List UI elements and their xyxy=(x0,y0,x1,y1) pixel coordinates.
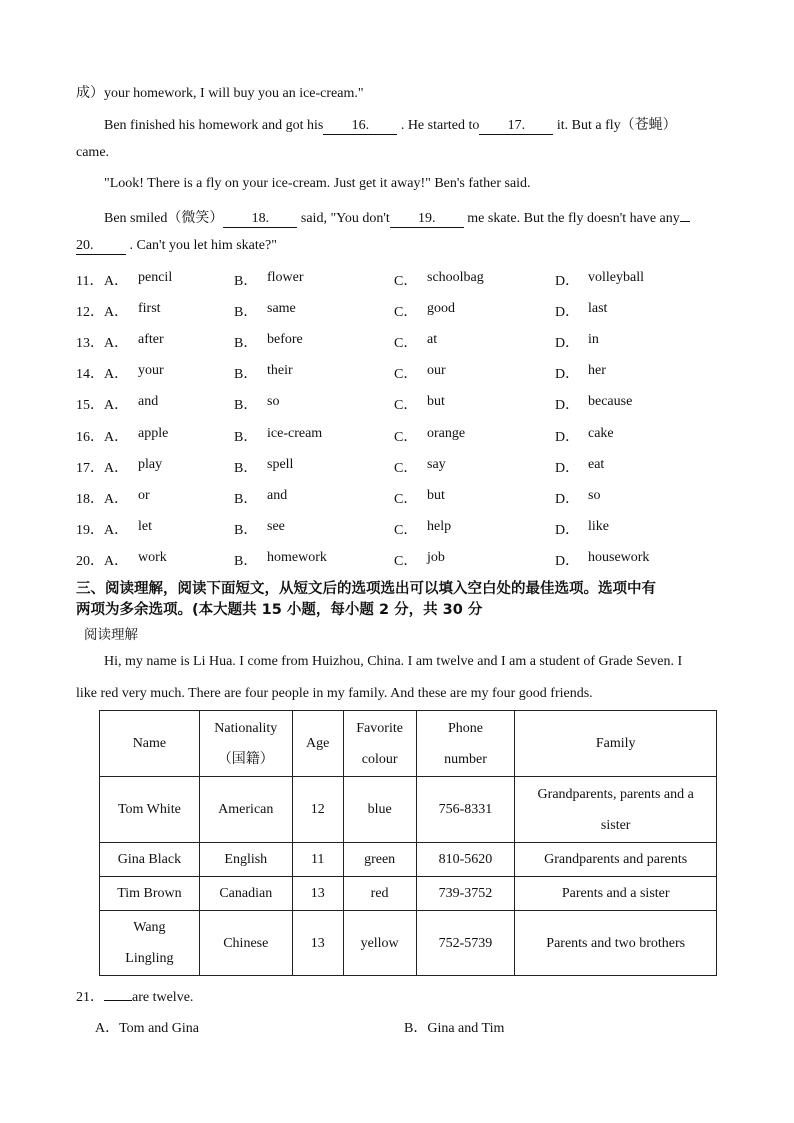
answer-blank xyxy=(104,1000,132,1001)
passage-text: said, "You don't xyxy=(300,211,390,226)
cell-family: Parents and a sister xyxy=(515,877,717,911)
option-text[interactable]: our xyxy=(427,363,446,378)
header-colour: Favorite colour xyxy=(343,711,416,777)
passage-line-2 xyxy=(104,114,677,135)
option-letter[interactable]: D． xyxy=(555,367,580,382)
passage-line-5 xyxy=(104,207,690,228)
option-text[interactable]: before xyxy=(267,332,303,347)
cell-nationality: American xyxy=(199,777,292,843)
cell-nationality: Chinese xyxy=(199,911,292,976)
question-number: 21． xyxy=(76,990,104,1005)
question-number: 18． xyxy=(76,492,104,507)
cell-name: Wang Lingling xyxy=(100,911,200,976)
option-text[interactable]: cake xyxy=(588,426,614,441)
cell-name: Gina Black xyxy=(100,843,200,877)
option-letter[interactable]: D． xyxy=(555,430,580,445)
passage-text: Ben smiled（微笑） xyxy=(104,211,224,226)
option-text[interactable]: after xyxy=(138,332,164,347)
option-letter[interactable]: B． xyxy=(234,367,258,382)
option-letter[interactable]: D． xyxy=(555,305,580,320)
intro-line-2: like red very much. There are four people in my family. And these are my four good friends. xyxy=(76,686,593,701)
option-letter[interactable]: B． xyxy=(234,523,258,538)
passage-text: Ben finished his homework and got his xyxy=(104,118,324,133)
option-text[interactable]: her xyxy=(588,363,606,378)
option-letter[interactable]: A． xyxy=(104,430,129,445)
option-text[interactable]: housework xyxy=(588,550,650,565)
option-letter[interactable]: A． xyxy=(104,461,129,476)
option-letter[interactable]: C． xyxy=(394,492,418,507)
option-a[interactable]: A．Tom and Gina xyxy=(95,1021,200,1036)
passage-line-3: came. xyxy=(76,145,110,160)
option-text[interactable]: because xyxy=(588,394,633,409)
option-text[interactable]: let xyxy=(138,519,152,534)
section-subtitle: 阅读理解 xyxy=(84,627,138,643)
option-text[interactable]: homework xyxy=(267,550,327,565)
option-text[interactable]: good xyxy=(427,301,455,316)
option-text[interactable]: and xyxy=(138,394,159,409)
question-number: 19． xyxy=(76,523,104,538)
option-b[interactable]: B．Gina and Tim xyxy=(404,1021,505,1036)
option-letter[interactable]: C． xyxy=(394,274,418,289)
option-text[interactable]: orange xyxy=(427,426,466,441)
option-letter[interactable]: B． xyxy=(234,554,258,569)
option-letter[interactable]: C． xyxy=(394,398,418,413)
table-row xyxy=(100,877,717,911)
cell-family: Grandparents and parents xyxy=(515,843,717,877)
option-letter[interactable]: C． xyxy=(394,523,418,538)
cell-age: 13 xyxy=(292,877,343,911)
option-text[interactable]: job xyxy=(427,550,445,565)
option-text[interactable]: their xyxy=(267,363,293,378)
option-letter[interactable]: D． xyxy=(555,461,580,476)
option-text[interactable]: like xyxy=(588,519,609,534)
question-number: 15． xyxy=(76,398,104,413)
option-letter[interactable]: A． xyxy=(104,305,129,320)
intro-line-1: Hi, my name is Li Hua. I come from Huizhou, China. I am twelve and I am a student of Grade Seven. I xyxy=(104,654,683,669)
option-letter[interactable]: D． xyxy=(555,398,580,413)
option-letter[interactable]: A． xyxy=(104,367,129,382)
option-text[interactable]: pencil xyxy=(138,270,173,285)
friends-table xyxy=(99,710,717,976)
option-letter[interactable]: B． xyxy=(234,305,258,320)
option-letter[interactable]: A． xyxy=(104,554,129,569)
cell-age: 13 xyxy=(292,911,343,976)
header-nationality: Nationality （国籍） xyxy=(199,711,292,777)
option-letter[interactable]: D． xyxy=(555,492,580,507)
option-text[interactable]: first xyxy=(138,301,161,316)
blank-18: 18. xyxy=(223,211,297,228)
option-text[interactable]: at xyxy=(427,332,438,347)
option-letter[interactable]: D． xyxy=(555,336,580,351)
option-letter[interactable]: B． xyxy=(234,274,258,289)
option-letter[interactable]: B． xyxy=(234,492,258,507)
cell-colour: red xyxy=(343,877,416,911)
cell-colour: blue xyxy=(343,777,416,843)
cell-colour: yellow xyxy=(343,911,416,976)
question-number: 11． xyxy=(76,274,104,289)
option-text[interactable]: work xyxy=(138,550,167,565)
option-text[interactable]: spell xyxy=(267,457,294,472)
option-text[interactable]: say xyxy=(427,457,446,472)
cell-phone: 739-3752 xyxy=(416,877,515,911)
blank-17: 17. xyxy=(479,118,553,135)
passage-text: . He started to xyxy=(400,118,480,133)
option-letter[interactable]: A． xyxy=(104,492,129,507)
option-text[interactable]: see xyxy=(267,519,285,534)
option-text[interactable]: apple xyxy=(138,426,169,441)
option-text[interactable]: eat xyxy=(588,457,605,472)
question-number: 20． xyxy=(76,554,104,569)
option-text[interactable]: ice-cream xyxy=(267,426,323,441)
option-letter[interactable]: B． xyxy=(234,430,258,445)
blank-16: 16. xyxy=(323,118,397,135)
question-number: 17． xyxy=(76,461,104,476)
option-letter[interactable]: A． xyxy=(104,274,129,289)
cell-family: Parents and two brothers xyxy=(515,911,717,976)
option-letter[interactable]: A． xyxy=(104,523,129,538)
table-row xyxy=(100,843,717,877)
option-text[interactable]: so xyxy=(588,488,601,503)
option-letter[interactable]: C． xyxy=(394,430,418,445)
option-text[interactable]: volleyball xyxy=(588,270,644,285)
question-number: 16． xyxy=(76,430,104,445)
question-number: 14． xyxy=(76,367,104,382)
option-text[interactable]: help xyxy=(427,519,452,534)
table-row xyxy=(100,777,717,843)
option-letter[interactable]: B． xyxy=(234,336,258,351)
question-number: 12． xyxy=(76,305,104,320)
passage-text: me skate. But the fly doesn't have any xyxy=(467,211,680,226)
option-letter[interactable]: C． xyxy=(394,305,418,320)
option-text[interactable]: but xyxy=(427,488,445,503)
cell-nationality: Canadian xyxy=(199,877,292,911)
passage-text: it. But a fly（苍蝇） xyxy=(556,118,677,133)
cell-phone: 756-8331 xyxy=(416,777,515,843)
cell-nationality: English xyxy=(199,843,292,877)
cell-colour: green xyxy=(343,843,416,877)
option-letter[interactable]: C． xyxy=(394,554,418,569)
cell-phone: 810-5620 xyxy=(416,843,515,877)
option-letter[interactable]: C． xyxy=(394,461,418,476)
cell-name: Tim Brown xyxy=(100,877,200,911)
question-21 xyxy=(76,986,193,1006)
option-text[interactable]: but xyxy=(427,394,445,409)
option-letter[interactable]: D． xyxy=(555,523,580,538)
section-heading-line-1: 三、阅读理解，阅读下面短文，从短文后的选项选出可以填入空白处的最佳选项。选项中有 xyxy=(76,581,656,597)
option-letter[interactable]: C． xyxy=(394,336,418,351)
table-header-row xyxy=(100,711,717,777)
blank-20: 20. xyxy=(76,238,126,255)
option-text[interactable]: play xyxy=(138,457,163,472)
header-age: Age xyxy=(292,711,343,777)
option-text[interactable]: schoolbag xyxy=(427,270,484,285)
option-letter[interactable]: D． xyxy=(555,554,580,569)
option-text[interactable]: last xyxy=(588,301,608,316)
passage-text: . Can't you let him skate?" xyxy=(129,238,277,253)
option-letter[interactable]: B． xyxy=(234,398,258,413)
cell-age: 12 xyxy=(292,777,343,843)
option-letter[interactable]: A． xyxy=(104,398,129,413)
passage-line-6 xyxy=(76,238,277,255)
blank-trail xyxy=(680,221,690,222)
header-phone: Phone number xyxy=(416,711,515,777)
header-name: Name xyxy=(100,711,200,777)
option-text[interactable]: flower xyxy=(267,270,304,285)
option-text[interactable]: or xyxy=(138,488,150,503)
option-text[interactable]: your xyxy=(138,363,164,378)
table-row xyxy=(100,911,717,976)
passage-line-1: 成）your homework, I will buy you an ice-cream." xyxy=(76,86,364,101)
blank-19: 19. xyxy=(390,211,464,228)
cell-name: Tom White xyxy=(100,777,200,843)
question-number: 13． xyxy=(76,336,104,351)
option-text[interactable]: so xyxy=(267,394,280,409)
passage-line-4: "Look! There is a fly on your ice-cream. Just get it away!" Ben's father said. xyxy=(104,176,531,191)
cell-family: Grandparents, parents and a sister xyxy=(515,777,717,843)
option-text[interactable]: same xyxy=(267,301,296,316)
section-heading-line-2: 两项为多余选项。(本大题共 15 小题，每小题 2 分，共 30 分 xyxy=(76,602,483,618)
cell-phone: 752-5739 xyxy=(416,911,515,976)
header-family: Family xyxy=(515,711,717,777)
option-letter[interactable]: B． xyxy=(234,461,258,476)
cell-age: 11 xyxy=(292,843,343,877)
option-letter[interactable]: C． xyxy=(394,367,418,382)
question-stem: are twelve. xyxy=(132,990,194,1005)
option-letter[interactable]: A． xyxy=(104,336,129,351)
option-text[interactable]: in xyxy=(588,332,599,347)
option-letter[interactable]: D． xyxy=(555,274,580,289)
option-text[interactable]: and xyxy=(267,488,288,503)
